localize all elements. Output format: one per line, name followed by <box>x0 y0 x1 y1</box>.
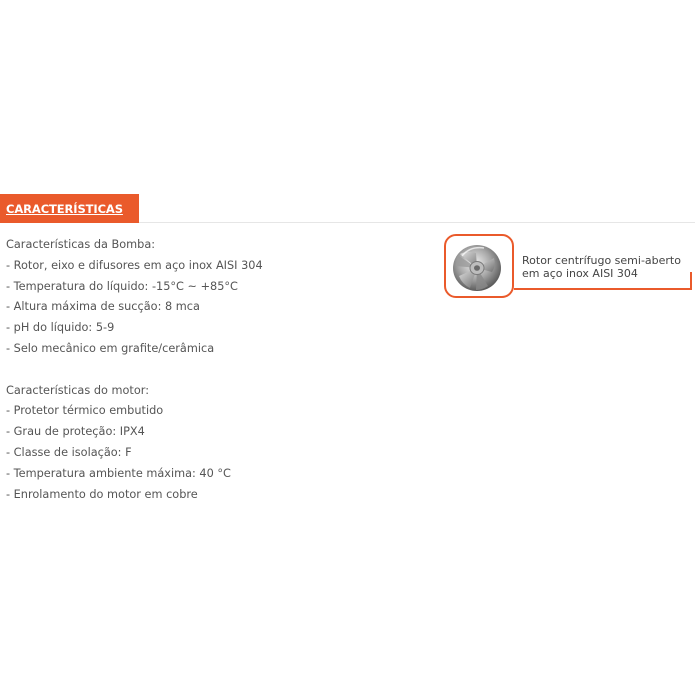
rotor-caption <box>522 254 681 280</box>
list-item: - pH do líquido: 5-9 <box>6 321 115 335</box>
impeller-photo-icon <box>446 236 512 296</box>
specifications-list <box>6 235 263 505</box>
motor-heading: Características do motor: <box>6 383 149 397</box>
list-item: - Altura máxima de sucção: 8 mca <box>6 300 200 314</box>
list-item: - Protetor térmico embutido <box>6 404 164 418</box>
rotor-caption-line-2: em aço inox AISI 304 <box>522 267 638 280</box>
list-item: - Temperatura ambiente máxima: 40 °C <box>6 466 231 480</box>
list-item: - Rotor, eixo e difusores em aço inox AISI 304 <box>6 258 263 272</box>
list-item: - Classe de isolação: F <box>6 445 132 459</box>
rotor-caption-line-1: Rotor centrífugo semi-aberto <box>522 254 681 267</box>
rotor-image-frame <box>444 234 514 298</box>
section-tab-label: CARACTERÍSTICAS <box>6 202 123 216</box>
callout-connector-tick <box>690 272 692 290</box>
section-tab-characteristics <box>0 194 139 223</box>
pump-heading: Características da Bomba: <box>6 238 156 251</box>
list-item: - Enrolamento do motor em cobre <box>6 487 198 501</box>
section-divider <box>139 222 695 223</box>
list-spacer <box>6 360 263 381</box>
list-item: - Grau de proteção: IPX4 <box>6 425 145 439</box>
callout-connector-line <box>514 288 690 290</box>
list-item: - Selo mecânico em grafite/cerâmica <box>6 341 215 355</box>
list-item: - Temperatura do líquido: -15°C ~ +85°C <box>6 279 238 293</box>
rotor-callout <box>444 234 692 300</box>
